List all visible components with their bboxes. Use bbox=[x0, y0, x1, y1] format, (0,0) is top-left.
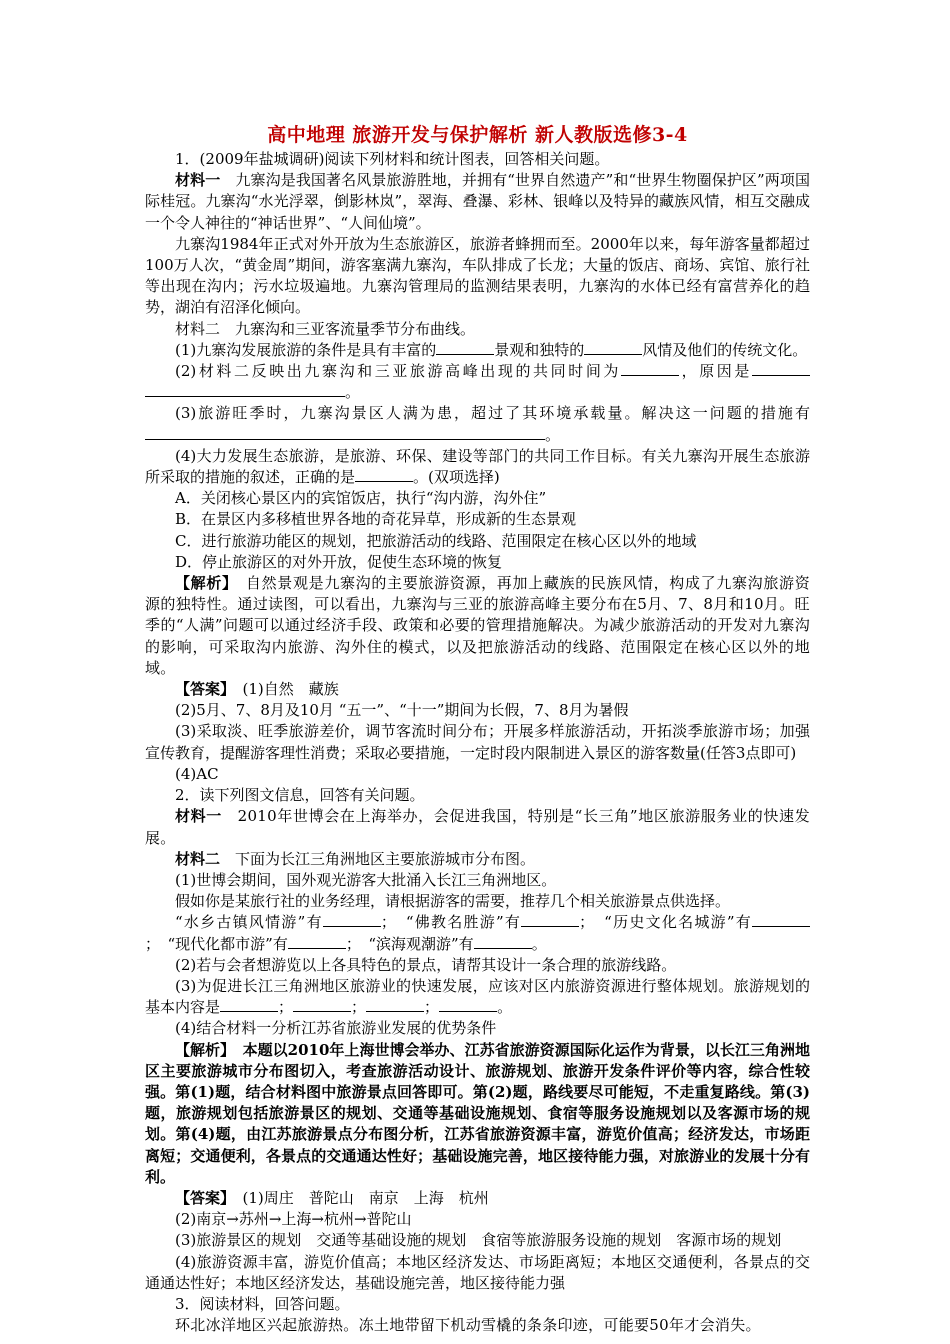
q1-answer-1-text: (1)自然 藏族 bbox=[227, 680, 339, 699]
q2-sub-1-c-text: ； “历史文化名城游”有 bbox=[579, 913, 752, 932]
q2-sub-1-c-text: ； “佛教名胜游”有 bbox=[380, 913, 522, 932]
q2-material-2-text: 下面为长江三角洲地区主要旅游城市分布图。 bbox=[220, 849, 536, 868]
answer-blank[interactable] bbox=[752, 361, 810, 376]
q2-sub-1-c bbox=[145, 912, 810, 954]
q3-text: 环北冰洋地区兴起旅游热。冻土地带留下机动雪橇的条条印迹，可能要50年才会消失。 bbox=[175, 1316, 761, 1335]
q2-sub-1-c-text: ； “滨海观潮游”有 bbox=[345, 934, 474, 953]
q1-answer-1 bbox=[145, 679, 810, 700]
answer-blank[interactable] bbox=[355, 467, 413, 482]
q2-material-1-text: 2010年世博会在上海举办，会促进我国，特别是“长三角”地区旅游服务业的快速发展。 bbox=[145, 807, 811, 847]
q1-sub-3-text-a: (3)旅游旺季时，九寨沟景区人满为患，超过了其环境承载量。解决这一问题的措施有 bbox=[175, 404, 810, 423]
q2-analysis bbox=[145, 1040, 810, 1188]
q2-analysis-text: 本题以2010年上海世博会举办、江苏省旅游资源国际化运作为背景，以长江三角洲地区主要旅游城市分布图切入，考查旅游活动设计、旅游规划、旅游开发条件评价等内容，综合性较强。第(1)题，结合材料图中旅游景点回答即可。第(2)题，路线要尽可能短，不走重复路线。第(3)题，旅游规划包括旅游景区的规划、交通等基础设施规划、食宿等服务设施规划以及客源市场的规划。第(4)题，由江苏旅游景点分布图分析，江苏省旅游资源丰富，游览价值高；经济发达，市场距离短；交通便利，各景点的交通通达性好；基础设施完善，地区接待能力强，对旅游业的发展十分有利。 bbox=[145, 1040, 810, 1186]
q1-material-2: 材料二 九寨沟和三亚客流量季节分布曲线。 bbox=[175, 319, 476, 338]
q2-stem: 2．读下列图文信息，回答有关问题。 bbox=[175, 786, 425, 805]
q1-sub-2 bbox=[145, 361, 810, 403]
answer-blank[interactable] bbox=[366, 997, 424, 1012]
answer-blank[interactable] bbox=[436, 340, 494, 355]
q2-material-2-label: 材料二 bbox=[175, 849, 221, 868]
q2-material-2 bbox=[145, 849, 810, 870]
answer-label: 【答案】 bbox=[175, 1188, 228, 1207]
q1-sub-1-text-b: 景观和独特的 bbox=[494, 340, 585, 359]
q2-answer-1 bbox=[145, 1188, 810, 1209]
q2-answer-3: (3)旅游景区的规划 交通等基础设施的规划 食宿等旅游服务设施的规划 客源市场的规划 bbox=[175, 1231, 782, 1250]
q2-sub-1-b: 假如你是某旅行社的业务经理，请根据游客的需要，推荐几个相关旅游景点供选择。 bbox=[175, 892, 731, 911]
answer-blank[interactable] bbox=[621, 361, 679, 376]
answer-blank[interactable] bbox=[145, 382, 345, 397]
q1-option-c: C．进行旅游功能区的规划，把旅游活动的线路、范围限定在核心区以外的地域 bbox=[175, 531, 697, 550]
q2-sub-1-c-text: ； “现代化都市游”有 bbox=[145, 934, 288, 953]
q1-sub-1 bbox=[145, 340, 810, 361]
q2-sub-3-text: 。 bbox=[497, 998, 513, 1017]
q1-material-1 bbox=[145, 170, 810, 234]
q3-stem: 3．阅读材料，回答问题。 bbox=[175, 1294, 350, 1313]
q1-option-a: A．关闭核心景区内的宾馆饭店，执行“沟内游，沟外住” bbox=[175, 489, 547, 508]
q1-answer-2: (2)5月、7、8月及10月 “五一”、“十一”期间为长假，7、8月为暑假 bbox=[175, 701, 629, 720]
answer-blank[interactable] bbox=[288, 934, 346, 949]
answer-label: 【答案】 bbox=[175, 680, 228, 699]
q2-material-1-label: 材料一 bbox=[175, 807, 222, 826]
q1-sub-4 bbox=[145, 446, 810, 488]
q1-sub-4-text-a: (4)大力发展生态旅游，是旅游、环保、建设等部门的共同工作目标。有关九寨沟开展生态旅游所采取的措施的叙述，正确的是 bbox=[145, 446, 810, 487]
q2-sub-3 bbox=[145, 976, 810, 1018]
q2-answer-2: (2)南京→苏州→上海→杭州→普陀山 bbox=[175, 1210, 412, 1229]
answer-blank[interactable] bbox=[584, 340, 642, 355]
q1-analysis bbox=[145, 573, 810, 679]
q1-material-1-text: 九寨沟是我国著名风景旅游胜地，并拥有“世界自然遗产”和“世界生物圈保护区”两项国际桂冠。九寨沟“水光浮翠，倒影林岚”，翠海、叠瀑、彩林、银峰以及特异的藏族风情，相互交融成一个令人神往的“神话世界”、“人间仙境”。 bbox=[145, 171, 810, 232]
answer-blank[interactable] bbox=[220, 997, 278, 1012]
document-title: 高中地理 旅游开发与保护解析 新人教版选修3-4 bbox=[267, 124, 688, 146]
answer-blank[interactable] bbox=[521, 912, 579, 927]
q2-sub-1-c-text: 。 bbox=[531, 934, 547, 953]
q1-answer-3: (3)采取淡、旺季旅游差价，调节客流时间分布；开展多样旅游活动，开拓淡季旅游市场；加强宣传教育，提醒游客理性消费；采取必要措施，一定时段内限制进入景区的游客数量(任答3点即可) bbox=[145, 722, 810, 762]
analysis-label: 【解析】 bbox=[175, 1040, 228, 1059]
q2-sub-2: (2)若与会者想游览以上各具特色的景点，请帮其设计一条合理的旅游线路。 bbox=[175, 955, 677, 974]
q1-material-1-cont: 九寨沟1984年正式对外开放为生态旅游区，旅游者蜂拥而至。2000年以来，每年游客量都超过100万人次，“黄金周”期间，游客塞满九寨沟，车队排成了长龙；大量的饭店、商场、宾馆、旅行社等出现在沟内；污水垃圾遍地。九寨沟管理局的监测结果表明，九寨沟的水体已经有富营养化的趋势，湖泊有沼泽化倾向。 bbox=[145, 234, 810, 317]
q1-sub-4-text-b: 。(双项选择) bbox=[413, 468, 500, 487]
q2-sub-1-c-text: “水乡古镇风情游”有 bbox=[175, 913, 323, 932]
q2-sub-4: (4)结合材料一分析江苏省旅游业发展的优势条件 bbox=[175, 1019, 497, 1038]
q1-analysis-text: 自然景观是九寨沟的主要旅游资源，再加上藏族的民族风情，构成了九寨沟旅游资源的独特性。通过读图，可以看出，九寨沟与三亚的旅游高峰主要分布在5月、7、8月和10月。旺季的“人满”问题可以通过经济手段、政策和必要的管理措施解决。为减少旅游活动的开发对九寨沟的影响，可采取沟内旅游、沟外住的模式，以及把旅游活动的线路、范围限定在核心区以外的地域。 bbox=[145, 574, 811, 677]
q2-answer-1-text: (1)周庄 普陀山 南京 上海 杭州 bbox=[227, 1188, 489, 1207]
answer-blank[interactable] bbox=[323, 912, 381, 927]
q1-option-b: B．在景区内多移植世界各地的奇花异草，形成新的生态景观 bbox=[175, 510, 577, 529]
q1-sub-2-text-a: (2)材料二反映出九寨沟和三亚旅游高峰出现的共同时间为 bbox=[175, 362, 622, 381]
q1-material-1-label: 材料一 bbox=[175, 171, 221, 190]
q1-answer-4: (4)AC bbox=[175, 764, 219, 783]
q1-sub-1-text-c: 风情及他们的传统文化。 bbox=[642, 340, 808, 359]
answer-blank[interactable] bbox=[145, 425, 545, 440]
analysis-label: 【解析】 bbox=[175, 574, 231, 593]
answer-blank[interactable] bbox=[293, 997, 351, 1012]
q2-sub-3-text: ； bbox=[278, 998, 294, 1017]
q1-sub-3-text-b: 。 bbox=[545, 425, 561, 444]
q1-sub-2-text-b: ，原因是 bbox=[679, 362, 752, 381]
q1-sub-2-text-c: 。 bbox=[345, 383, 361, 402]
q2-answer-4: (4)旅游资源丰富，游览价值高；本地区经济发达、市场距离短；本地区交通便利，各景点的交通通达性好；本地区经济发达，基础设施完善，地区接待能力强 bbox=[145, 1252, 810, 1292]
q2-sub-1: (1)世博会期间，国外观光游客大批涌入长江三角洲地区。 bbox=[175, 870, 557, 889]
q1-sub-3 bbox=[145, 403, 810, 445]
q2-material-1 bbox=[145, 806, 810, 848]
answer-blank[interactable] bbox=[474, 934, 532, 949]
q1-stem: 1．(2009年盐城调研)阅读下列材料和统计图表，回答相关问题。 bbox=[175, 150, 610, 168]
q2-sub-3-text: ； bbox=[351, 998, 367, 1017]
q1-option-d: D．停止旅游区的对外开放，促使生态环境的恢复 bbox=[175, 552, 503, 571]
answer-blank[interactable] bbox=[752, 912, 810, 927]
answer-blank[interactable] bbox=[439, 997, 497, 1012]
q2-sub-3-text: ； bbox=[424, 998, 440, 1017]
q1-sub-1-text-a: (1)九寨沟发展旅游的条件是具有丰富的 bbox=[175, 340, 437, 359]
q2-sub-3-text: (3)为促进长江三角洲地区旅游业的快速发展，应该对区内旅游资源进行整体规划。旅游规划的基本内容是 bbox=[145, 976, 810, 1017]
document-page bbox=[145, 123, 810, 1336]
